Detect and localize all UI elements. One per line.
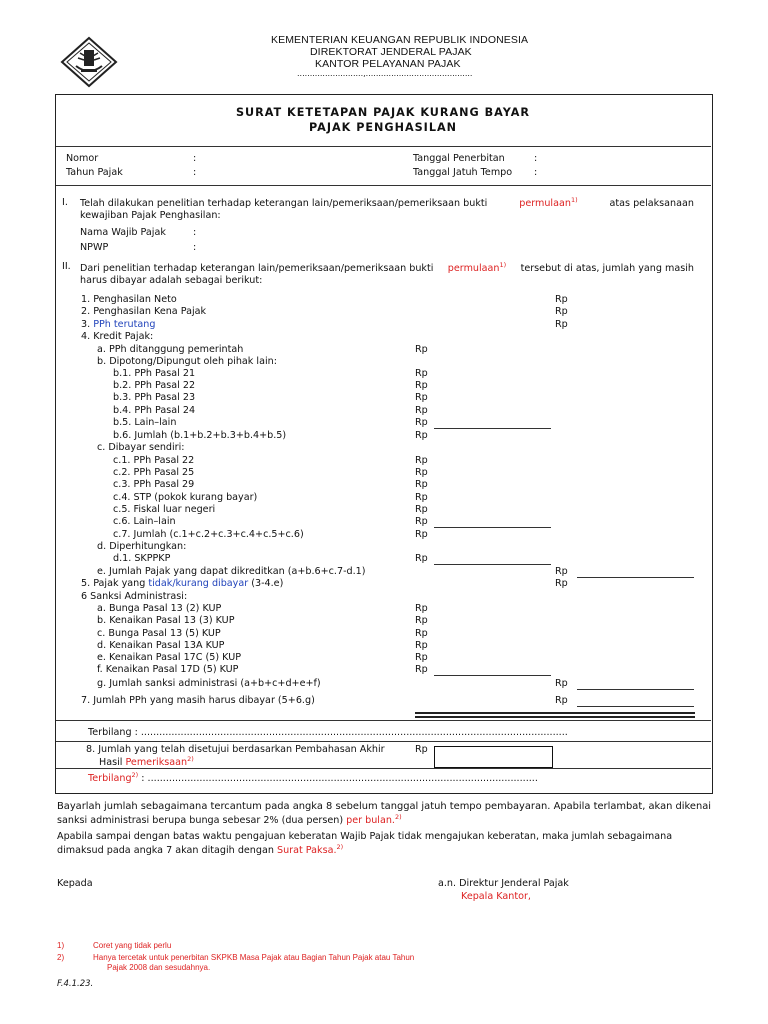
footnote-ref: 1) [499,260,507,269]
item-number: 5. Pajak yang [81,578,149,589]
item-label: c.4. STP (pokok kurang bayar) [113,492,258,503]
item-label: b.5. Lain–lain [113,417,177,428]
item-label: 6 Sanksi Administrasi: [81,591,188,602]
divider [56,185,711,186]
section2-line2: harus dibayar adalah sebagai berikut: [80,275,263,286]
amount-underline [577,577,694,578]
form-code: F.4.1.23. [57,979,94,989]
rp-label: Rp [415,479,428,490]
npwp-label: NPWP [80,242,109,253]
ministry-logo [60,36,118,88]
section2-permulaan [447,260,507,274]
signature-an: a.n. Direktur Jenderal Pajak [438,878,569,889]
colon: : [193,153,197,164]
permulaan-text: permulaan [447,263,500,274]
item-tail: (3-4.e) [248,578,284,589]
item-label [81,319,155,330]
footnote-ref: 1) [570,195,578,204]
item-label: d. Kenaikan Pasal 13A KUP [97,640,225,651]
item8-rp: Rp [415,744,428,755]
rp-label: Rp [415,392,428,403]
item-label: c.3. PPh Pasal 29 [113,479,195,490]
rp-label: Rp [415,417,428,428]
rp-label: Rp [555,566,568,577]
section2-roman: II. [62,261,71,272]
item8-pemeriksaan: Pemeriksaan [125,757,188,768]
rp-label: Rp [415,603,428,614]
meta-tanggal-jatuh-tempo: Tanggal Jatuh Tempo [413,167,513,178]
item-label: b.2. PPh Pasal 22 [113,380,196,391]
section1-permulaan [519,195,578,209]
divider [56,741,711,742]
rp-label: Rp [555,578,568,589]
section2-text-b: tersebut di atas, jumlah yang masih [520,263,694,274]
amount-underline [434,527,551,528]
signature-kepala-kantor: Kepala Kantor, [461,891,531,902]
colon: : [193,242,197,253]
payment-instruction-line2 [57,812,402,826]
item-label: c. Dibayar sendiri: [97,442,185,453]
title-line2: PAJAK PENGHASILAN [309,121,457,134]
amount-underline [434,564,551,565]
item-highlight: PPh terutang [93,319,156,330]
para2-text: dimaksud pada angka 7 akan ditagih dengan [57,845,277,856]
section2-line1 [80,260,694,274]
item-label: 7. Jumlah PPh yang masih harus dibayar (5+6.g) [81,695,315,706]
colon: : [534,167,538,178]
nama-wajib-pajak-label: Nama Wajib Pajak [80,227,166,238]
amount-underline [434,675,551,676]
item-label: b.3. PPh Pasal 23 [113,392,196,403]
footnote-1-text: Coret yang tidak perlu [93,941,172,950]
rp-label: Rp [415,380,428,391]
objection-line1: Apabila sampai dengan batas waktu pengajuan keberatan Wajib Pajak tidak mengajukan keberatan, maka jumlah sebagaimana [57,831,673,842]
item8-amount-box[interactable] [434,746,553,768]
kepada-label: Kepada [57,878,93,889]
divider [56,146,711,147]
terbilang2-line [88,770,538,784]
terbilang-line: Terbilang : ............................................................................................................................................ [88,727,568,738]
item-label: a. Bunga Pasal 13 (2) KUP [97,603,222,614]
payment-instruction-line1: Bayarlah jumlah sebagaimana tercantum pada angka 8 sebelum tanggal jatuh tempo pembayaran. Apabila terlambat, akan dikenai [57,801,712,812]
divider [56,720,711,721]
item-label: b. Kenaikan Pasal 13 (3) KUP [97,615,235,626]
section1-line2: kewajiban Pajak Penghasilan: [80,210,221,221]
rp-label: Rp [415,516,428,527]
item-label: f. Kenaikan Pasal 17D (5) KUP [97,664,239,675]
item-label: g. Jumlah sanksi administrasi (a+b+c+d+e+f) [97,678,321,689]
item8-hasil: Hasil [99,757,126,768]
item-label: 4. Kredit Pajak: [81,331,154,342]
footnote-2-text: Hanya tercetak untuk penerbitan SKPKB Masa Pajak atau Bagian Tahun Pajak atau Tahun [93,953,415,962]
item-label: d.1. SKPPKP [113,553,171,564]
header-office: KANTOR PELAYANAN PAJAK [315,58,461,70]
item-number: 3. [81,319,94,330]
rp-label: Rp [415,640,428,651]
rp-label: Rp [555,294,568,305]
terbilang2-word: Terbilang [88,773,132,784]
footnote-2-text-cont: Pajak 2008 dan sesudahnya. [107,963,211,972]
rp-label: Rp [415,652,428,663]
surat-paksa-text: Surat Paksa. [277,845,337,856]
item-label: a. PPh ditanggung pemerintah [97,344,244,355]
amount-underline [577,689,694,690]
footnote-2-num: 2) [57,953,65,962]
divider [56,768,711,769]
section1-text-a: Telah dilakukan penelitian terhadap keterangan lain/pemeriksaan/pemeriksaan bukti [80,198,488,209]
item-label: 1. Penghasilan Neto [81,294,177,305]
footnote-ref: 2) [336,842,344,851]
section1-roman: I. [62,197,68,208]
divider [415,712,695,714]
colon: : [193,167,197,178]
title-line1: SURAT KETETAPAN PAJAK KURANG BAYAR [235,106,531,119]
per-bulan-text: per bulan. [346,815,395,826]
ministry-emblem-icon [60,36,118,88]
rp-label: Rp [555,306,568,317]
item-label: c. Bunga Pasal 13 (5) KUP [97,628,221,639]
item-highlight: tidak/kurang dibayar [148,578,249,589]
rp-label: Rp [415,368,428,379]
rp-label: Rp [415,664,428,675]
footnote-ref: 2) [394,812,402,821]
rp-label: Rp [415,628,428,639]
item-label: e. Kenaikan Pasal 17C (5) KUP [97,652,241,663]
item-label: c.5. Fiskal luar negeri [113,504,216,515]
section1-text-b: atas pelaksanaan [609,198,694,209]
para1-text: sanksi administrasi berupa bunga sebesar 2% (dua persen) [57,815,347,826]
item8-line2 [99,754,194,768]
rp-label: Rp [415,455,428,466]
item-label: b.4. PPh Pasal 24 [113,405,196,416]
rp-label: Rp [415,504,428,515]
permulaan-text: permulaan [519,198,571,209]
item-label: b. Dipotong/Dipungut oleh pihak lain: [97,356,277,367]
rp-label: Rp [555,678,568,689]
item-label: c.1. PPh Pasal 22 [113,455,195,466]
meta-nomor: Nomor [66,153,99,164]
amount-underline [434,428,551,429]
item-label [81,578,283,589]
colon: : [534,153,538,164]
terbilang2-dots: : ................................................................................................................................ [138,773,538,784]
objection-line2 [57,842,344,856]
rp-label: Rp [415,344,428,355]
meta-tahun-pajak: Tahun Pajak [66,167,123,178]
rp-label: Rp [415,492,428,503]
item-label: b.1. PPh Pasal 21 [113,368,196,379]
rp-label: Rp [415,430,428,441]
rp-label: Rp [555,695,568,706]
header-ministry: KEMENTERIAN KEUANGAN REPUBLIK INDONESIA [271,34,529,46]
meta-tanggal-penerbitan: Tanggal Penerbitan [413,153,505,164]
header-office-blank: ..........................,.......................................... [297,69,473,78]
rp-label: Rp [415,615,428,626]
item8-line1: 8. Jumlah yang telah disetujui berdasarkan Pembahasan Akhir [86,744,385,755]
rp-label: Rp [555,319,568,330]
footnote-ref: 2) [131,770,139,779]
item-label: c.7. Jumlah (c.1+c.2+c.3+c.4+c.5+c.6) [113,529,304,540]
divider [415,716,695,718]
footnote-ref: 2) [187,754,194,763]
section2-text-a: Dari penelitian terhadap keterangan lain/pemeriksaan/pemeriksaan bukti [80,263,434,274]
item-label: d. Diperhitungkan: [97,541,187,552]
section1-line1 [80,195,694,209]
colon: : [193,227,197,238]
rp-label: Rp [415,467,428,478]
footnote-1-num: 1) [57,941,65,950]
rp-label: Rp [415,553,428,564]
item-label: e. Jumlah Pajak yang dapat dikreditkan (a+b.6+c.7-d.1) [97,566,366,577]
item-label: c.6. Lain–lain [113,516,176,527]
title-block [55,106,711,134]
rp-label: Rp [415,529,428,540]
item-label: c.2. PPh Pasal 25 [113,467,195,478]
item-label: b.6. Jumlah (b.1+b.2+b.3+b.4+b.5) [113,430,287,441]
item-label: 2. Penghasilan Kena Pajak [81,306,207,317]
amount-underline [577,706,694,707]
header-directorate: DIREKTORAT JENDERAL PAJAK [310,46,472,58]
rp-label: Rp [415,405,428,416]
